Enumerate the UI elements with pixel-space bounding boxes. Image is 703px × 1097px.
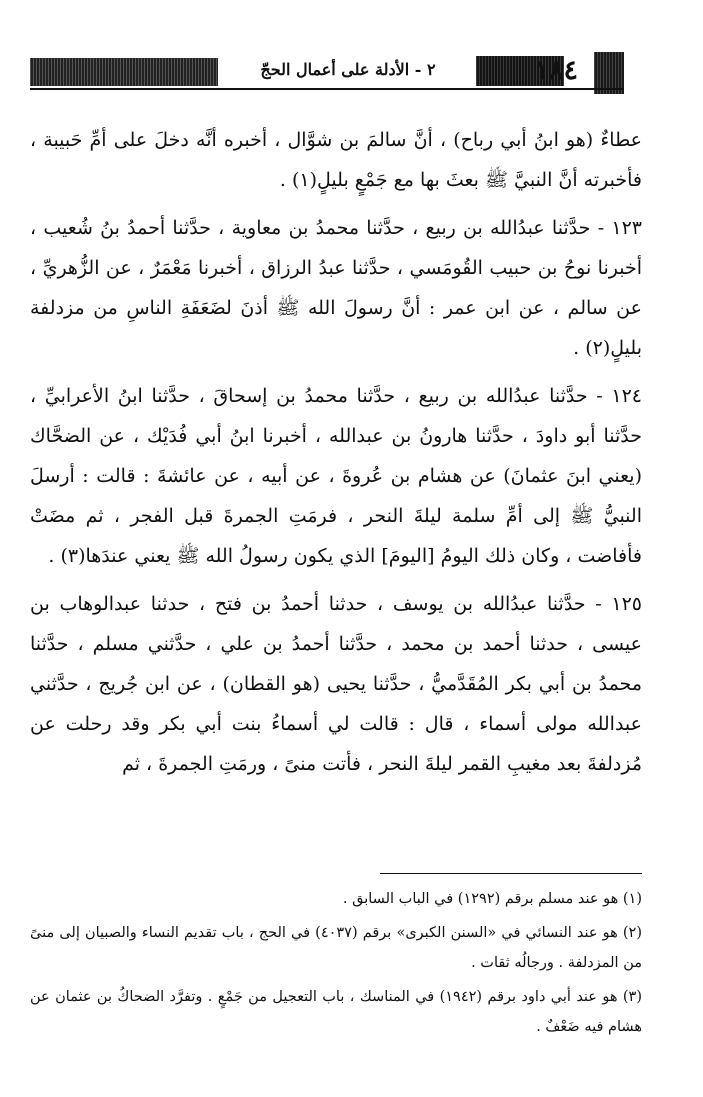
chapter-title: ٢ - الأدلة على أعمال الحجّ: [260, 60, 436, 79]
footnotes: [30, 884, 642, 1046]
footnote-3: (٣) هو عند أبي داود برقم (١٩٤٢) في المناسك ، باب التعجيل من جَمْعٍ . وتفرَّد الضحاكُ بن عثمان عن هشام فيه ضَعْفٌ .: [30, 989, 642, 1035]
main-text: [30, 120, 642, 784]
page-number: ١٨٤: [534, 55, 578, 86]
header-ornament-left: [30, 58, 218, 86]
paragraph-continuation: عطاءٌ (هو ابنُ أبي رباح) ، أنَّ سالمَ بن شوَّال ، أخبره أنَّه دخلَ على أمِّ حَبيبة ، فأخبرته أنَّ النبيَّ ﷺ بعثَ بها مع جَمْعٍ بليلٍ(١) .: [30, 129, 643, 191]
hadith-124: ١٢٤ - حدَّثنا عبدُالله بن ربيع ، حدَّثنا محمدُ بن إسحاقَ ، حدَّثنا ابنُ الأعرابيِّ ، حدَّثنا أبو داودَ ، حدَّثنا هارونُ بن عبدالله ، أخبرنا ابنُ أبي فُدَيْك ، عن الضحَّاك (يعني ابنَ عثمانَ) عن هشام بن عُروةَ ، عن أبيه ، عن عائشةَ : قالت : أرسلَ النبيُّ ﷺ إلى أمِّ سلمة ليلةَ النحر ، فرمَتِ الجمرةَ قبل الفجر ، ثم مضَتْ فأفاضت ، وكان ذلك اليومُ [اليومَ] الذي يكون رسولُ الله ﷺ يعني عندَها(٣) .: [30, 385, 642, 567]
hadith-125: ١٢٥ - حدَّثنا عبدُالله بن يوسف ، حدثنا أحمدُ بن فتح ، حدثنا عبدالوهاب بن عيسى ، حدثنا أحمد بن محمد ، حدَّثنا أحمدُ بن علي ، حدَّثني مسلم ، حدَّثنا محمدُ بن أبي بكر المُقَدَّميُّ ، حدَّثنا يحيى (هو القطان) ، عن ابن جُريج ، حدَّثني عبدالله مولى أسماء ، قال : قالت لي أسماءُ بنت أبي بكر وقد رحلت عن مُزدلفةَ بعد مغيبِ القمر ليلةَ النحر ، فأتت منىً ، ورمَتِ الجمرةَ ، ثم: [30, 593, 642, 775]
header-rule: [30, 88, 624, 90]
footnote-separator: [380, 873, 642, 874]
footnote-1: (١) هو عند مسلم برقم (١٢٩٢) في الباب السابق .: [342, 891, 642, 907]
hadith-123: ١٢٣ - حدَّثنا عبدُالله بن ربيع ، حدَّثنا محمدُ بن معاوية ، حدَّثنا أحمدُ بنُ شُعيب ، أخبرنا نوحُ بن حبيب القُومَسي ، حدَّثنا عبدُ الرزاق ، أخبرنا مَعْمَرٌ ، عن الزُّهريِّ ، عن سالم ، عن ابن عمر : أنَّ رسولَ الله ﷺ أذنَ لضَعَفَةِ الناسِ من مزدلفة بليلٍ(٢) .: [30, 217, 642, 359]
page-header: [30, 52, 624, 94]
footnote-2: (٢) هو عند النسائي في «السنن الكبرى» برقم (٤٠٣٧) في الحج ، باب تقديم النساء والصبيان إلى منىً من المزدلفة . ورجالُه ثقات .: [30, 925, 642, 971]
